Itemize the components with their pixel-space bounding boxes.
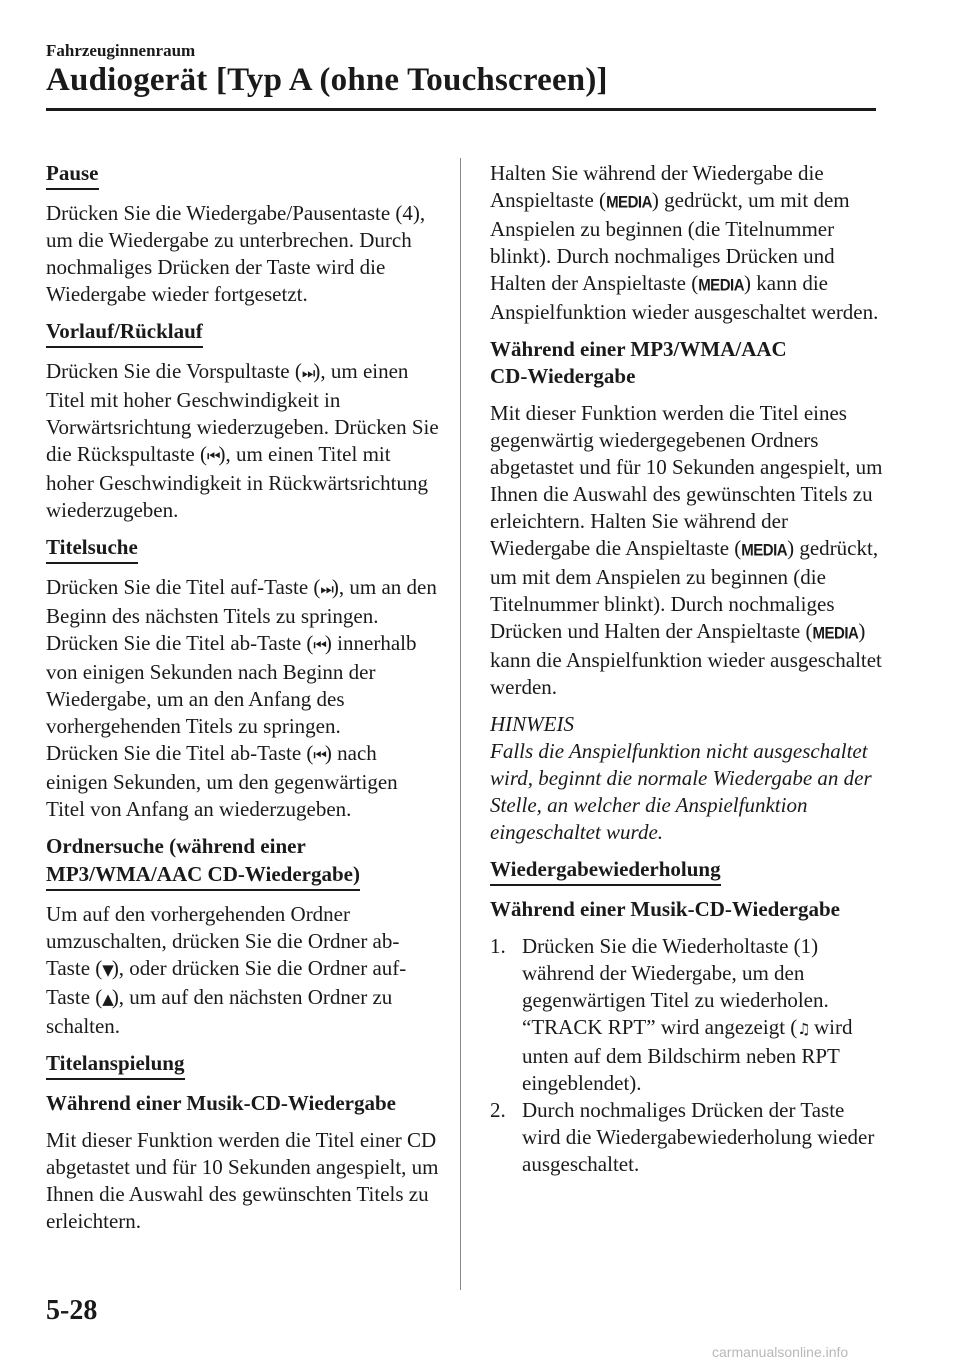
steps-list — [490, 933, 885, 1178]
paragraph-ordnersuche: Um auf den vorhergehenden Ordner umzuschalten, drücken Sie die Ordner ab-Taste (▼), oder drücken Sie die Ordner auf-Taste (▲), um auf den nächsten Ordner zu schalten. — [46, 902, 407, 1038]
prev-track-icon: ⏮ — [206, 447, 219, 465]
prev-track-icon: ⏮ — [313, 746, 325, 764]
page-title: Audiogerät [Typ A (ohne Touchscreen)] — [46, 62, 608, 98]
heading-titelanspielung: Titelanspielung — [46, 1050, 185, 1080]
hinweis-text: Falls die Anspielfunktion nicht ausgeschaltet wird, beginnt die normale Wiedergabe an der Stelle, an welcher die Anspielfunktion eingeschaltet wurde. — [490, 739, 872, 844]
column-divider — [460, 158, 461, 1290]
hinweis-heading: HINWEIS — [490, 712, 574, 736]
watermark: carmanualsonline.info — [712, 1344, 849, 1360]
heading-vorlauf: Vorlauf/Rücklauf — [46, 318, 203, 348]
subheading-musik-cd: Während einer Musik-CD-Wiedergabe — [46, 1091, 396, 1115]
section-label: Fahrzeuginnenraum — [46, 41, 196, 60]
next-track-icon: ⏭ — [301, 364, 314, 382]
paragraph-vorlauf: Drücken Sie die Vorspultaste (⏭), um einen Titel mit hoher Geschwindigkeit in Vorwärtsrichtung wiederzugeben. Drücken Sie die Rückspultaste (⏮), um einen Titel mit hoher Geschwindigkeit in Rückwärtsrichtung wiederzugeben. — [46, 359, 439, 522]
music-note-icon: ♫ — [797, 1020, 809, 1038]
next-track-icon: ⏭ — [320, 580, 332, 598]
heading-ordnersuche-2: MP3/WMA/AAC CD-Wiedergabe) — [46, 861, 360, 891]
media-button-icon: MEDIA — [812, 624, 859, 643]
media-button-icon: MEDIA — [741, 541, 788, 560]
prev-track-icon: ⏮ — [313, 636, 325, 654]
folder-up-icon: ▲ — [102, 990, 112, 1008]
heading-titelsuche: Titelsuche — [46, 534, 138, 564]
title-rule — [46, 108, 876, 111]
list-item: 1. Drücken Sie die Wiederholtaste (1) während der Wiedergabe, um den gegenwärtigen Titel zu wiederholen. “TRACK RPT” wird angezeigt (♫ wird unten auf dem Bildschirm neben RPT eingeblendet). — [490, 934, 853, 1095]
subheading-mp3-2: CD-Wiedergabe — [490, 364, 636, 388]
left-column — [46, 160, 441, 1245]
right-column — [490, 160, 885, 1178]
paragraph-titelsuche: Drücken Sie die Titel auf-Taste (⏭), um an den Beginn des nächsten Titels zu springen. Drücken Sie die Titel ab-Taste (⏮) innerhalb von einigen Sekunden nach Beginn der Wiedergabe, um an den Anfang des vorhergehenden Titels zu springen. Drücken Sie die Titel ab-Taste (⏮) nach einigen Sekunden, um den gegenwärtigen Titel von Anfang an wiederzugeben. — [46, 575, 437, 821]
folder-down-icon: ▼ — [102, 961, 112, 979]
subheading-musik-cd-2: Während einer Musik-CD-Wiedergabe — [490, 897, 840, 921]
paragraph-anspiel-2: Mit dieser Funktion werden die Titel eines gegenwärtig wiedergegebenen Ordners abgetastet und für 10 Sekunden angespielt, um Ihnen die Auswahl des gewünschten Titels zu erleichtern. Halten Sie während der Wiedergabe die Anspieltaste (MEDIA) gedrückt, um mit dem Anspielen zu beginnen (die Titelnummer blinkt). Durch nochmaliges Drücken und Halten der Anspieltaste (MEDIA) kann die Anspielfunktion wieder ausgeschaltet werden. — [490, 401, 883, 699]
list-item: 2. Durch nochmaliges Drücken der Taste wird die Wiedergabewiederholung wieder ausgeschaltet. — [490, 1098, 875, 1176]
media-button-icon: MEDIA — [698, 276, 745, 295]
heading-ordnersuche: Ordnersuche (während einer — [46, 834, 306, 858]
paragraph-pause: Drücken Sie die Wiedergabe/Pausentaste (4), um die Wiedergabe zu unterbrechen. Durch nochmaliges Drücken der Taste wird die Wiedergabe wieder fortgesetzt. — [46, 201, 426, 306]
media-button-icon: MEDIA — [606, 193, 652, 212]
page-number: 5-28 — [46, 1295, 98, 1326]
subheading-mp3: Während einer MP3/WMA/AAC — [490, 337, 787, 361]
paragraph-anspiel-1: Halten Sie während der Wiedergabe die Anspieltaste (MEDIA) gedrückt, um mit dem Anspielen zu beginnen (die Titelnummer blinkt). Durch nochmaliges Drücken und Halten der Anspieltaste (MEDIA) kann die Anspielfunktion wieder ausgeschaltet werden. — [490, 161, 879, 324]
heading-wiedergabewiederholung: Wiedergabewiederholung — [490, 856, 721, 886]
heading-pause: Pause — [46, 160, 99, 190]
paragraph-titelanspielung: Mit dieser Funktion werden die Titel einer CD abgetastet und für 10 Sekunden angespielt, um Ihnen die Auswahl des gewünschten Titels zu erleichtern. — [46, 1128, 439, 1233]
